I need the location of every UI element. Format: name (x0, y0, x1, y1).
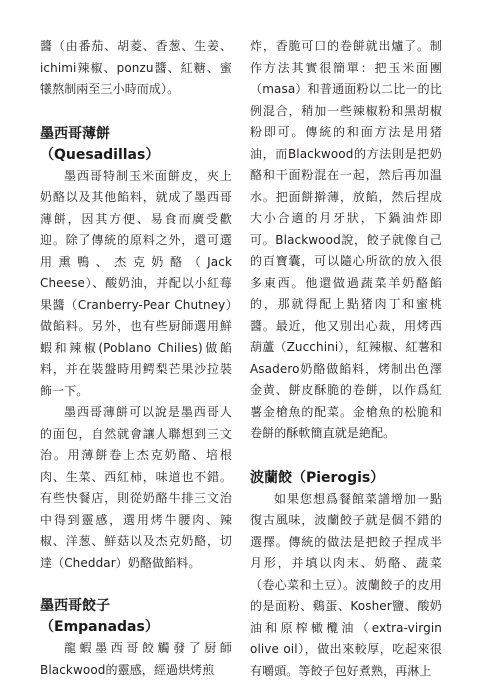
body-paragraph: 如果您想爲餐館菜譜增加一點復古風味，波蘭餃子就是個不錯的選擇。傳統的做法是把餃子捏成半月形，并填以肉末、奶酪、蔬菜（卷心菜和土豆）。波蘭餃子的皮用的是面粉、鷄蛋、Kosher鹽、酸奶油和原榨橄欖油（extra-virgin olive oil），做出來較厚，吃起來很有嚼頭。等餃子包好煮熟，再淋上 (250, 489, 442, 682)
intro-paragraph: 醬（由番茄、胡菱、香葱、生姜、ichimi辣椒、ponzu醬、紅糖、蜜犧熬制兩至三小時而成）。 (40, 36, 232, 101)
heading-zh: 墨西哥薄餅 (40, 124, 232, 145)
left-column (40, 36, 232, 681)
quesadillas-heading (40, 124, 232, 166)
empanadas-heading (40, 596, 232, 638)
heading-zh: 墨西哥餃子 (40, 596, 232, 617)
right-column (250, 36, 442, 682)
heading-en: （Empanadas） (40, 617, 232, 638)
body-paragraph: 龍蝦墨西哥餃觸發了厨師Blackwood的靈感，經過烘烤煎 (40, 638, 232, 681)
body-paragraph: 墨西哥特制玉米面餅皮，夾上奶酪以及其他餡料，就成了墨西哥薄餅，因其方便、易食而廣受歡迎。除了傳統的原料之外，還可選用熏鴨、杰克奶酪（Jack Cheese）、酸奶油，并配以小紅莓果醬（Cranberry-Pear Chutney）做餡料。另外，也有些厨師選用鮮蝦和辣椒(Poblano Chilies)做餡料，并在裝盤時用鳄梨芒果沙拉裝飾一下。 (40, 166, 232, 403)
heading-en: （Quesadillas） (40, 145, 232, 166)
body-paragraph: 炸，香脆可口的卷餅就出爐了。制作方法其實很簡單：把玉米面團（masa）和普通面粉以二比一的比例混合，稍加一些辣椒粉和黑胡椒粉即可。傳統的和面方法是用猪油，而Blackwood的方法則是把奶酪和干面粉混在一起，然后再加温水。把面餅擀薄，放餡，然后捏成大小合適的月牙狀，下鍋油炸即可。Blackwood說，餃子就像自己的百寶囊，可以隨心所欲的放入很多東西。他還做過蔬菜羊奶酪餡的，那就得配上點猪肉丁和蜜桃醬。最近，他又別出心裁，用烤西葫蘆（Zucchini），紅辣椒、紅薯和Asadero奶酪做餡料，烤制出色澤金黄、餅皮酥脆的卷餅，以作爲紅薯金槍魚的配菜。金槍魚的松脆和卷餅的酥軟簡直就是絶配。 (250, 36, 442, 445)
pierogis-heading: 波蘭餃（Pierogis） (250, 468, 442, 489)
body-paragraph: 墨西哥薄餅可以說是墨西哥人的面包，自然就會讓人聯想到三文治。用薄餅卷上杰克奶酪、培根肉、生菜、西紅柿，味道也不錯。有些快餐店，則從奶酪牛排三文治中得到靈感，選用烤牛腰肉、辣椒、洋葱、鮮菇以及杰克奶酪，切達（Cheddar）奶酪做餡料。 (40, 402, 232, 574)
